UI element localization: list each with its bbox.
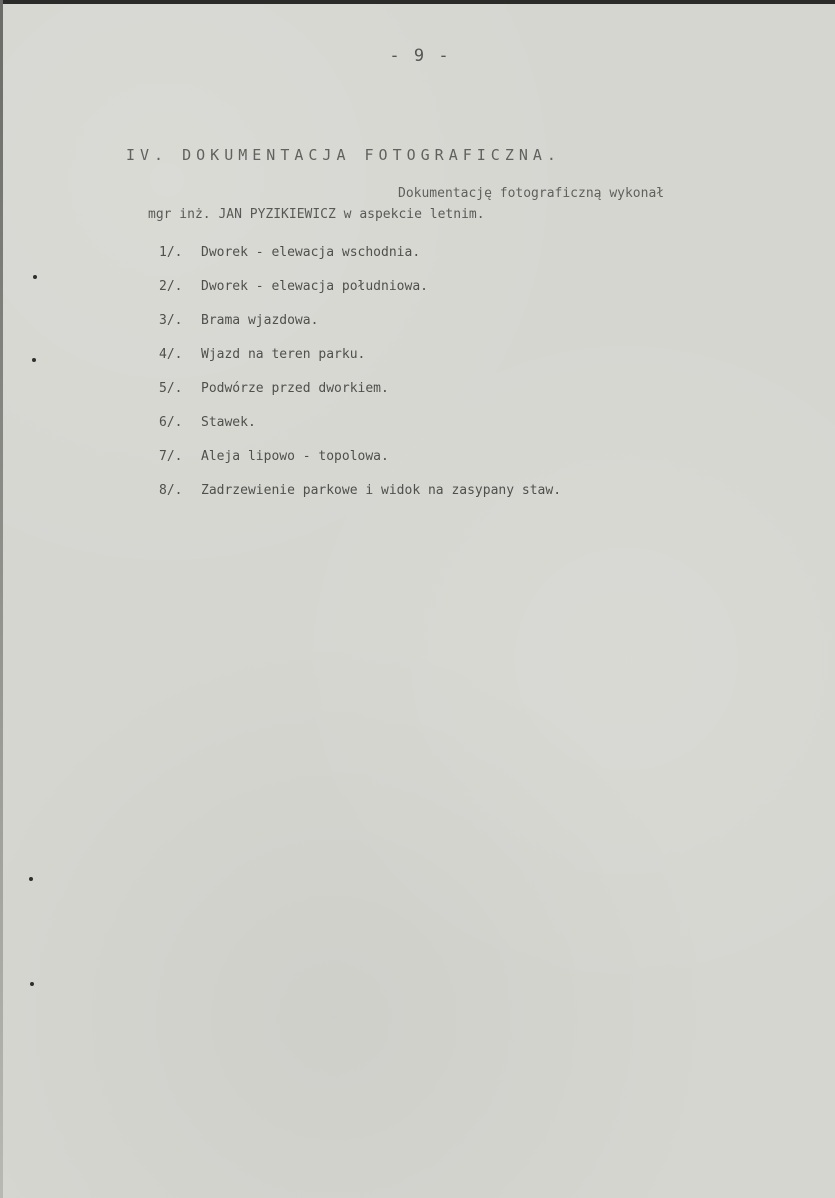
list-item-number: 1/. xyxy=(159,245,183,260)
list-item xyxy=(159,313,561,347)
binding-hole-mark xyxy=(33,275,37,279)
scan-top-edge xyxy=(0,0,835,4)
binding-hole-mark xyxy=(30,982,34,986)
list-item xyxy=(159,347,561,381)
list-item-text: Wjazd na teren parku. xyxy=(201,347,366,362)
list-item xyxy=(159,381,561,415)
list-item-text: Brama wjazdowa. xyxy=(201,313,319,328)
list-item-text: Stawek. xyxy=(201,415,256,430)
list-item xyxy=(159,245,561,279)
list-item-number: 2/. xyxy=(159,279,183,294)
list-item xyxy=(159,279,561,313)
binding-hole-mark xyxy=(29,877,33,881)
list-item-text: Dworek - elewacja wschodnia. xyxy=(201,245,421,260)
intro-line-2: mgr inż. JAN PYZIKIEWICZ w aspekcie letnim. xyxy=(148,207,485,222)
list-item-number: 7/. xyxy=(159,449,183,464)
photo-documentation-list xyxy=(159,245,561,517)
list-item-text: Zadrzewienie parkowe i widok na zasypany staw. xyxy=(201,483,562,498)
list-item-number: 4/. xyxy=(159,347,183,362)
list-item xyxy=(159,483,561,517)
page-number: - 9 - xyxy=(389,46,451,66)
intro-line-1: Dokumentację fotograficzną wykonał xyxy=(398,186,665,201)
list-item-number: 8/. xyxy=(159,483,183,498)
list-item-number: 6/. xyxy=(159,415,183,430)
list-item-number: 3/. xyxy=(159,313,183,328)
binding-hole-mark xyxy=(32,358,36,362)
list-item xyxy=(159,449,561,483)
list-item-number: 5/. xyxy=(159,381,183,396)
list-item-text: Podwórze przed dworkiem. xyxy=(201,381,389,396)
list-item-text: Aleja lipowo - topolowa. xyxy=(201,449,389,464)
list-item xyxy=(159,415,561,449)
section-heading: IV. DOKUMENTACJA FOTOGRAFICZNA. xyxy=(126,146,561,164)
list-item-text: Dworek - elewacja południowa. xyxy=(201,279,428,294)
scan-left-edge xyxy=(0,0,3,1198)
